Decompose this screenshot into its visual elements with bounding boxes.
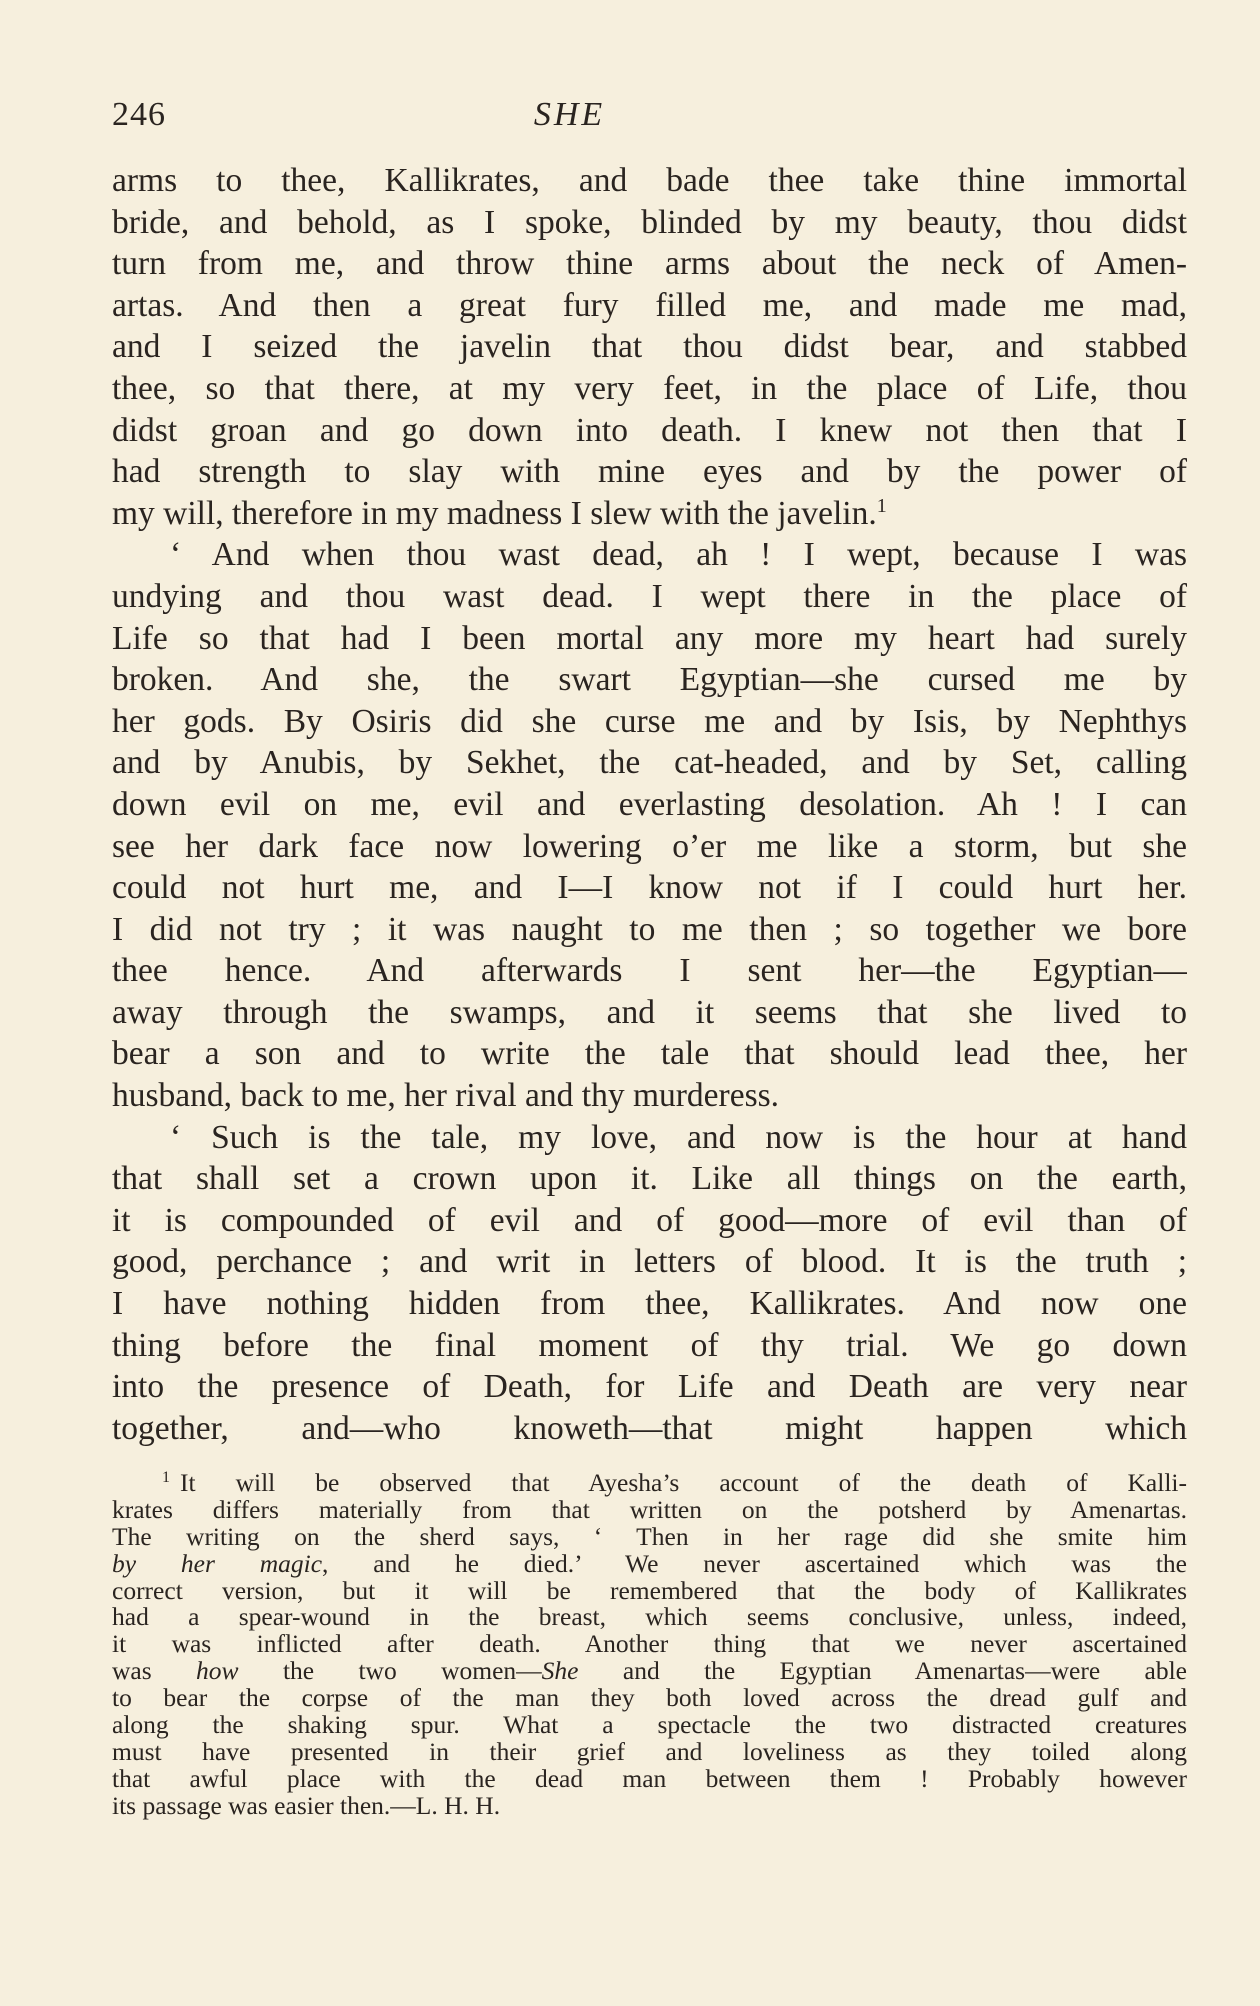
footnote-line — [112, 1658, 1187, 1685]
footnote-line: had a spear-wound in the breast, which seems conclusive, unless, indeed, — [112, 1604, 1187, 1632]
text-line: husband, back to me, her rival and thy murderess. — [112, 1077, 780, 1115]
text-line: thing before the final moment of thy trial. We go down — [112, 1326, 1187, 1364]
text-line: didst groan and go down into death. I knew not then that I — [112, 411, 1187, 449]
text-line: that shall set a crown upon it. Like all things on the earth, — [112, 1160, 1187, 1198]
text-line: and I seized the javelin that thou didst bear, and stabbed — [112, 328, 1187, 366]
text-line — [112, 493, 1187, 535]
footnote-line: along the shaking spur. What a spectacle the two distracted creatures — [112, 1712, 1187, 1739]
page-number: 246 — [112, 96, 166, 133]
footnote-line-content: was how the two women—She and the Egyptian Amenartas—were able — [112, 1658, 1187, 1686]
footnote-line: must have presented in their grief and loveliness as they toiled along — [112, 1738, 1187, 1766]
footnote-line — [112, 1551, 1187, 1578]
footnote-line: krates differs materially from that written on the potsherd by Amenartas. — [112, 1496, 1187, 1524]
text-line: thee hence. And afterwards I sent her—the Egyptian— — [112, 952, 1187, 990]
text-line: away through the swamps, and it seems that she lived to — [112, 993, 1187, 1031]
text-line: I have nothing hidden from thee, Kallikrates. And now one — [112, 1285, 1187, 1323]
footnote-line: to bear the corpse of the man they both loved across the dread gulf and — [112, 1685, 1187, 1713]
text-line: her gods. By Osiris did she curse me and by Isis, by Nephthys — [112, 702, 1187, 740]
text-line: thee, so that there, at my very feet, in the place of Life, thou — [112, 369, 1187, 407]
text-line: together, and—who knoweth—that might happen which — [112, 1409, 1187, 1447]
footnote-line: The writing on the sherd says, ‘ Then in her rage did she smite him — [112, 1523, 1187, 1551]
footnote-reference: 1 — [876, 494, 887, 517]
page-header — [112, 96, 1187, 146]
text-line: and by Anubis, by Sekhet, the cat-headed, and by Set, calling — [112, 744, 1187, 782]
footnote-line-content: by her magic, and he died.’ We never ascertained which was the — [112, 1550, 1187, 1578]
text-line: Life so that had I been mortal any more my heart had surely — [112, 619, 1187, 657]
text-line: turn from me, and throw thine arms about the neck of Amen- — [112, 245, 1187, 283]
running-head — [112, 96, 1187, 134]
running-head-title: SHE — [533, 96, 606, 133]
text-line: bear a son and to write the tale that should lead thee, her — [112, 1035, 1187, 1073]
text-line: arms to thee, Kallikrates, and bade thee take thine immortal — [112, 162, 1187, 199]
text-line: undying and thou wast dead. I wept there in the place of — [112, 577, 1187, 615]
footnote-line: its passage was easier then.—L. H. H. — [112, 1792, 501, 1820]
text-line: artas. And then a great fury filled me, and made me mad, — [112, 286, 1187, 324]
body-text — [112, 160, 1187, 1449]
text-line: broken. And she, the swart Egyptian—she cursed me by — [112, 661, 1187, 699]
text-line: see her dark face now lowering o’er me like a storm, but she — [112, 827, 1187, 865]
footnote-line: that awful place with the dead man between them ! Probably however — [112, 1765, 1187, 1793]
text-line: could not hurt me, and I—I know not if I could hurt her. — [112, 869, 1187, 907]
text-line: had strength to slay with mine eyes and by the power of — [112, 453, 1187, 491]
footnote-line-content: It will be observed that Ayesha’s account of the death of Kalli- — [180, 1470, 1187, 1497]
text-line: good, perchance ; and writ in letters of blood. It is the truth ; — [112, 1243, 1187, 1281]
footnote — [112, 1470, 1187, 1820]
footnote-line: it was inflicted after death. Another thing that we never ascertained — [112, 1631, 1187, 1659]
text-line-content: my will, therefore in my madness I slew with the javelin. — [112, 494, 877, 532]
footnote-line — [112, 1470, 1187, 1497]
paragraph-start-line: ‘ Such is the tale, my love, and now is the hour at hand — [170, 1118, 1187, 1156]
footnote-marker: 1 — [162, 1470, 170, 1486]
text-line: into the presence of Death, for Life and Death are very near — [112, 1368, 1187, 1406]
text-line: bride, and behold, as I spoke, blinded by my beauty, thou didst — [112, 203, 1187, 241]
paragraph-start-line: ‘ And when thou wast dead, ah ! I wept, because I was — [170, 536, 1187, 574]
text-line: down evil on me, evil and everlasting desolation. Ah ! I can — [112, 785, 1187, 823]
text-line: it is compounded of evil and of good—more of evil than of — [112, 1201, 1187, 1239]
footnote-line: correct version, but it will be remembered that the body of Kallikrates — [112, 1577, 1187, 1605]
text-line: I did not try ; it was naught to me then ; so together we bore — [112, 910, 1187, 948]
